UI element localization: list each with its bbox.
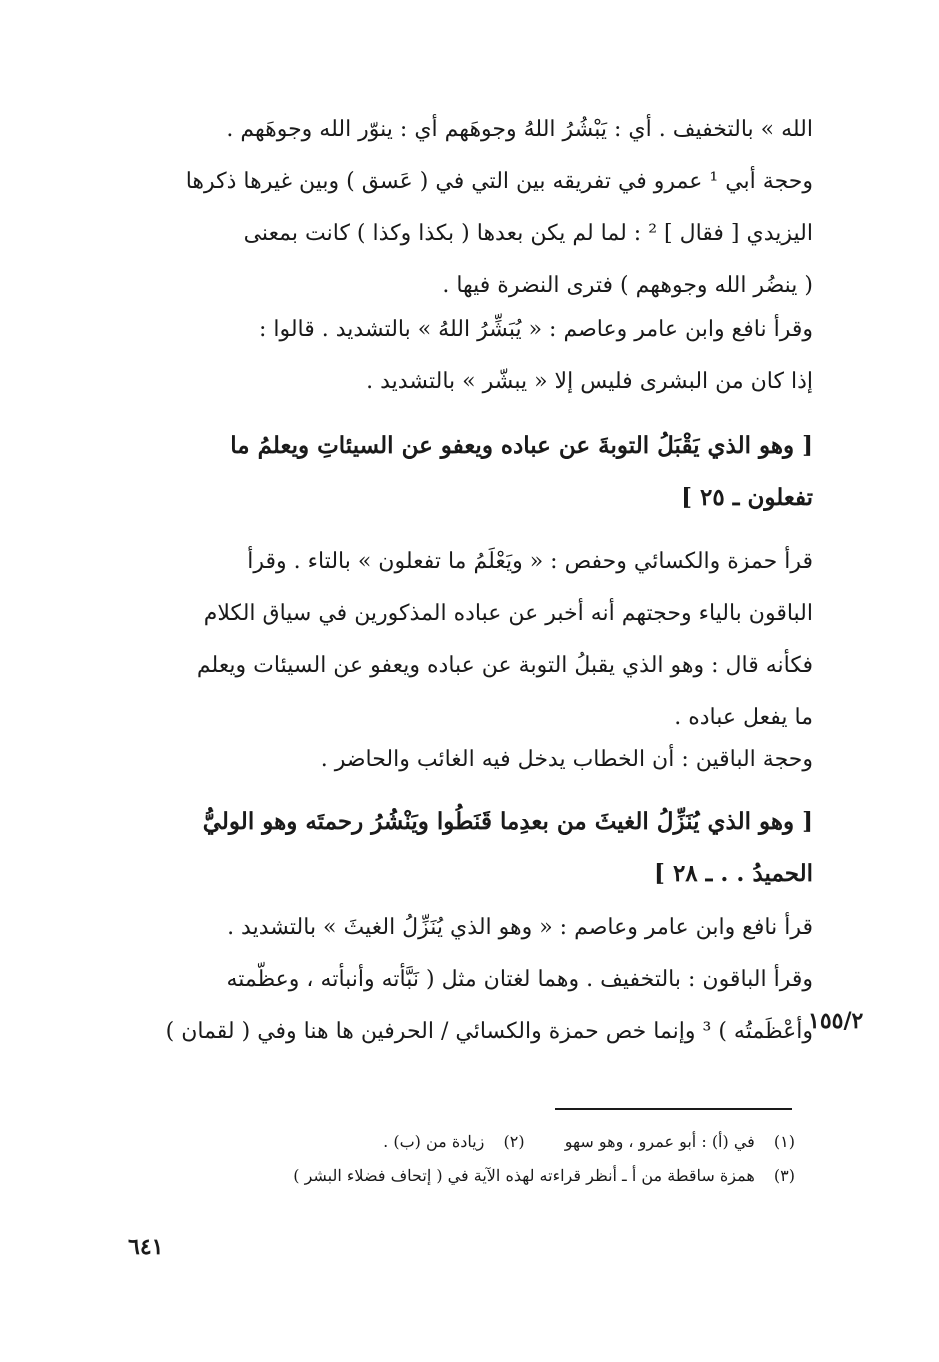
verse-line: تفعلون ـ ٢٥ ] bbox=[681, 484, 813, 511]
footnote-number: (١) bbox=[773, 1132, 795, 1151]
paragraph-line: ما يفعل عباده . bbox=[674, 705, 813, 730]
paragraph-line: وقرأ نافع وابن عامر وعاصم : « يُبَشِّرُ اللهُ » بالتشديد . قالوا : bbox=[258, 317, 813, 342]
footnote-number: (٣) bbox=[773, 1166, 795, 1185]
quran-verse-28 bbox=[128, 796, 813, 900]
page-number: ٦٤١ bbox=[128, 1234, 164, 1260]
footnotes bbox=[200, 1125, 795, 1193]
margin-page-reference: ١٥٥/٢ bbox=[808, 1008, 864, 1034]
paragraph-line: وحجة الباقين : أن الخطاب يدخل فيه الغائب والحاضر . bbox=[320, 747, 813, 772]
quran-verse-25 bbox=[128, 420, 813, 524]
paragraph-7 bbox=[128, 902, 813, 1058]
paragraph-line: الباقون بالياء وحجتهم أنه أخبر عن عباده المذكورين في سياق الكلام bbox=[203, 601, 813, 626]
paragraph-4 bbox=[128, 536, 813, 744]
paragraph-line: الله » بالتخفيف . أي : يَبْشُرُ اللهُ وجوهَهم أي : ينوّر الله وجوهَهم . bbox=[226, 117, 813, 142]
footnote-divider bbox=[555, 1108, 792, 1110]
paragraph-5 bbox=[128, 734, 813, 786]
paragraph-line: ( ينضُر الله وجوههم ) فترى النضرة فيها . bbox=[442, 273, 813, 298]
footnote-number: (٢) bbox=[503, 1132, 525, 1151]
verse-line: الحميدُ . . ـ ٢٨ ] bbox=[654, 860, 813, 887]
paragraph-line: اليزيدي [ فقال ] ² : لما لم يكن بعدها ( بكذا وكذا ) كانت بمعنى bbox=[243, 221, 813, 246]
footnote-text: همزة ساقطة من أ ـ أنظر قراءته لهذه الآية في ( إتحاف فضلاء البشر ) bbox=[293, 1166, 755, 1185]
verse-line: [ وهو الذي يَقْبَلُ التوبةَ عن عباده ويعفو عن السيئاتِ ويعلمُ ما bbox=[230, 432, 813, 459]
footnote-line bbox=[200, 1159, 795, 1193]
footnote-text: في (أ) : أبو عمرو ، وهو سهو bbox=[564, 1132, 755, 1151]
verse-line: [ وهو الذي يُنَزِّلُ الغيثَ من بعدِما قَنَطُوا ويَنْشُرُ رحمتَه وهو الوليُّ bbox=[202, 808, 813, 835]
paragraph-line: إذا كان من البشرى فليس إلا « يبشّر » بالتشديد . bbox=[366, 369, 813, 394]
paragraph-2 bbox=[128, 304, 813, 408]
paragraph-line: قرأ حمزة والكسائي وحفص : « ويَعْلَمُ ما تفعلون » بالتاء . وقرأ bbox=[247, 549, 813, 574]
paragraph-line: وأعْظَمتُه ) ³ وإنما خص حمزة والكسائي / الحرفين ها هنا وفي ( لقمان ) bbox=[165, 1019, 813, 1044]
footnote-text: زيادة من (ب) . bbox=[383, 1132, 485, 1151]
paragraph-line: فكأنه قال : وهو الذي يقبلُ التوبة عن عباده ويعفو عن السيئات ويعلم bbox=[196, 653, 813, 678]
paragraph-line: وقرأ الباقون : بالتخفيف . وهما لغتان مثل ( نَبَّأته وأنبأته ، وعظّمته bbox=[226, 967, 813, 992]
paragraph-1 bbox=[128, 104, 813, 312]
footnote-line bbox=[200, 1125, 795, 1159]
paragraph-line: وحجة أبي ¹ عمرو في تفريقه بين التي في ( عَسق ) وبين غيرها ذكرها bbox=[185, 169, 813, 194]
paragraph-line: قرأ نافع وابن عامر وعاصم : « وهو الذي يُنَزِّلُ الغيثَ » بالتشديد . bbox=[227, 915, 813, 940]
